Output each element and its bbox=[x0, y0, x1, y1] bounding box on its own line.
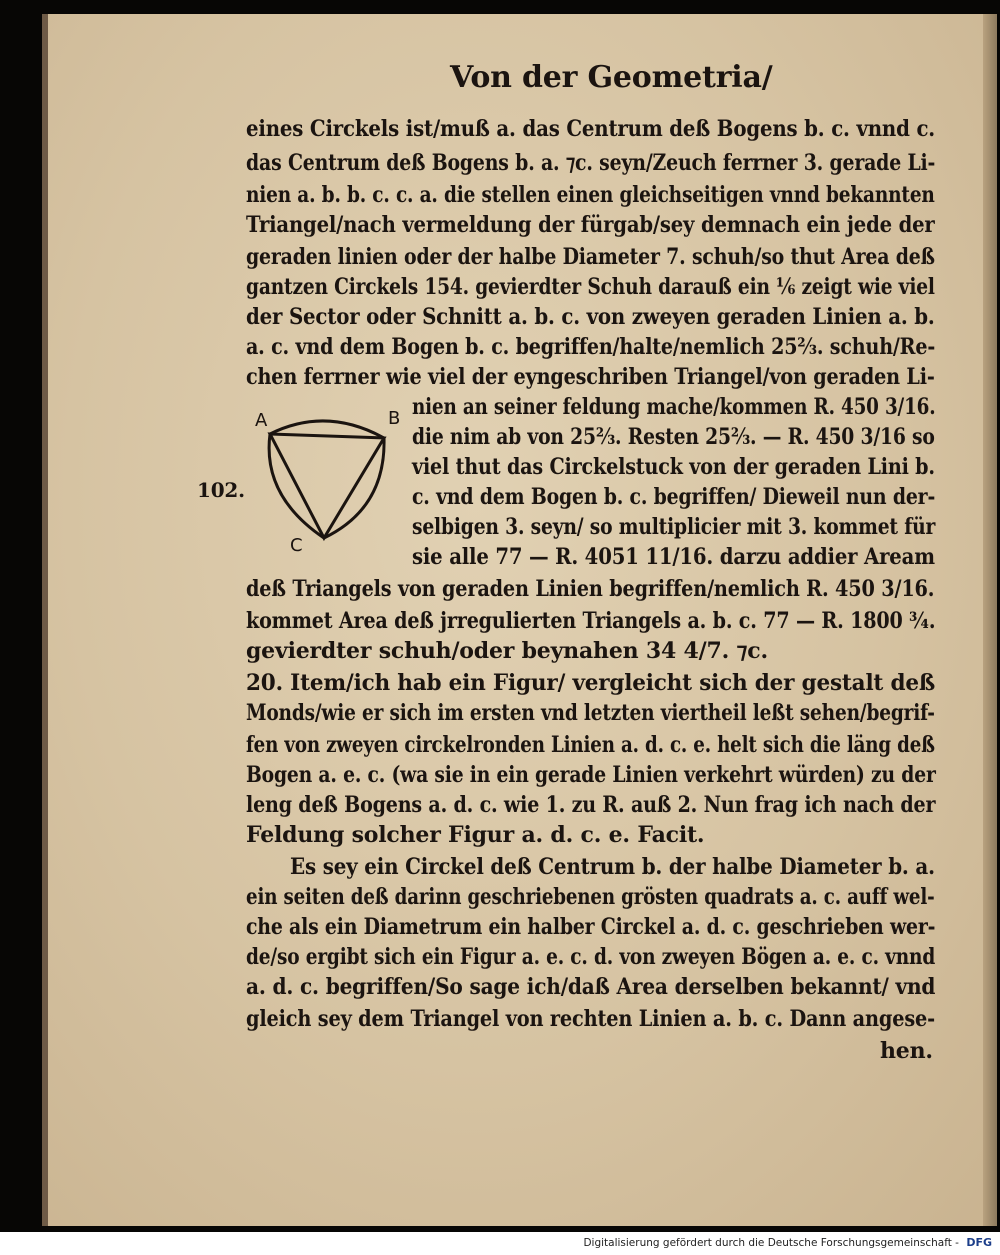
text-line: a. c. vnd dem Bogen b. c. begriffen/halte/nemlich 25⅔. schuh/Re- bbox=[246, 334, 936, 360]
text-line: leng deß Bogens a. d. c. wie 1. zu R. auß 2. Nun frag ich nach der bbox=[246, 792, 936, 818]
running-head: Von der Geometria/ bbox=[450, 60, 773, 95]
margin-number: 102. bbox=[197, 478, 245, 502]
text-line: geraden linien oder der halbe Diameter 7. schuh/so thut Area deß bbox=[246, 244, 935, 270]
text-line: Es sey ein Circkel deß Centrum b. der halbe Diameter b. a. bbox=[290, 854, 935, 880]
text-line: che als ein Diametrum ein halber Circkel a. d. c. geschrieben wer- bbox=[246, 914, 936, 940]
text-line: selbigen 3. seyn/ so multiplicier mit 3. kommet für bbox=[412, 514, 936, 540]
text-line: ein seiten deß darinn geschriebenen grösten quadrats a. c. auff wel- bbox=[246, 884, 935, 910]
text-line: 20. Item/ich hab ein Figur/ vergleicht sich der gestalt deß bbox=[246, 670, 936, 696]
text-line: das Centrum deß Bogens b. a. ⁊c. seyn/Zeuch ferrner 3. gerade Li- bbox=[246, 150, 936, 176]
text-line: gantzen Circkels 154. gevierdter Schuh darauß ein ⅙ zeigt wie viel bbox=[246, 274, 935, 300]
text-line: sie alle 77 — R. 4051 11/16. darzu addier Aream bbox=[412, 544, 935, 570]
text-line: chen ferrner wie viel der eyngeschriben Triangel/von geraden Li- bbox=[246, 364, 935, 390]
text-line: eines Circkels ist/muß a. das Centrum deß Bogens b. c. vnnd c. bbox=[246, 116, 935, 142]
text-line: nien an seiner feldung mache/kommen R. 450 3/16. bbox=[412, 394, 936, 420]
text-line: deß Triangels von geraden Linien begriffen/nemlich R. 450 3/16. bbox=[246, 576, 935, 602]
reuleaux-triangle-figure bbox=[256, 410, 406, 560]
figure-label-c: C bbox=[290, 535, 303, 556]
catchword: hen. bbox=[880, 1038, 933, 1064]
figure-label-b: B bbox=[388, 408, 401, 429]
text-line: nien a. b. b. c. c. a. die stellen einen gleichseitigen vnnd bekannten bbox=[246, 182, 935, 208]
dfg-logo[interactable]: DFG bbox=[966, 1236, 992, 1249]
text-line: c. vnd dem Bogen b. c. begriffen/ Dieweil nun der- bbox=[412, 484, 936, 510]
footer-text: Digitalisierung gefördert durch die Deutsche Forschungsgemeinschaft - bbox=[583, 1237, 959, 1249]
text-line: Bogen a. e. c. (wa sie in ein gerade Linien verkehrt würden) zu der bbox=[246, 762, 936, 788]
text-line: gleich sey dem Triangel von rechten Linien a. b. c. Dann angese- bbox=[246, 1006, 935, 1032]
text-line: kommet Area deß jrregulierten Triangels a. b. c. 77 — R. 1800 ¾. bbox=[246, 608, 936, 634]
text-line: gevierdter schuh/oder beynahen 34 4/7. ⁊c. bbox=[246, 638, 768, 664]
text-line: der Sector oder Schnitt a. b. c. von zweyen geraden Linien a. b. bbox=[246, 304, 935, 330]
text-line: viel thut das Circkelstuck von der geraden Lini b. bbox=[412, 454, 935, 480]
text-line: de/so ergibt sich ein Figur a. e. c. d. von zweyen Bögen a. e. c. vnnd bbox=[246, 944, 936, 970]
text-line: Monds/wie er sich im ersten vnd letzten viertheil leßt sehen/begrif- bbox=[246, 700, 935, 726]
figure-label-a: A bbox=[255, 410, 268, 431]
text-line: Feldung solcher Figur a. d. c. e. Facit. bbox=[246, 822, 705, 848]
text-line: Triangel/nach vermeldung der fürgab/sey demnach ein jede der bbox=[246, 212, 935, 238]
text-line: fen von zweyen circkelronden Linien a. d. c. e. helt sich die läng deß bbox=[246, 732, 935, 758]
text-line: die nim ab von 25⅔. Resten 25⅔. — R. 450 3/16 so bbox=[412, 424, 935, 450]
page-edge bbox=[983, 14, 997, 1226]
footer-credit bbox=[583, 1236, 992, 1249]
text-line: a. d. c. begriffen/So sage ich/daß Area derselben bekannt/ vnd bbox=[246, 974, 936, 1000]
